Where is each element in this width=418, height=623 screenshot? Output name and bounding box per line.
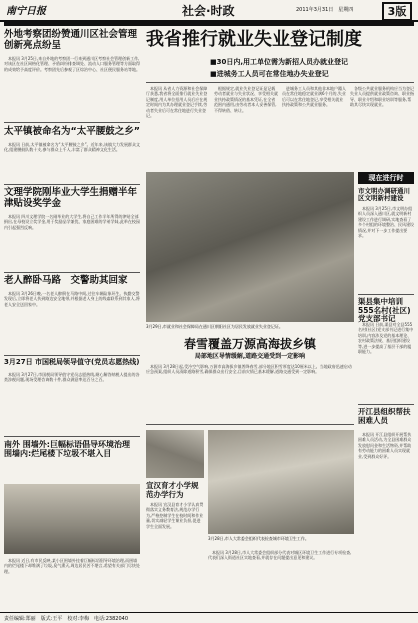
right-article-2-body: 本报讯 日前,渠县对全县555名村(社区)党支部书记进行集中培训,内容涉及党的基本理论、农村政策法规、基层组织建设等,进一步提高了基层干部的履职能力。	[358, 322, 414, 355]
top-rule	[4, 22, 414, 26]
inspection-body: 本报讯 3月28日,市人大常委会组织部分代表对城区环境卫生工作进行专项检查,代表们深入街道社区实地查看,并就存在问题提出意见和建议。	[208, 550, 352, 561]
building-photo	[4, 484, 140, 554]
page-number: 3版	[382, 2, 412, 21]
lead-body-col-1: 本报讯 从省人力资源和社会保障厅获悉,我省将全面推行就业失业登记制度,用人单位招用人员后应在规定时间内为其办理就业登记手续,劳动者失业后可在常住地进行失业登记。	[146, 86, 208, 119]
inspection-caption: 3月28日,市人大常委会组织代表检查城市环境卫生工作。	[208, 536, 309, 541]
right-divider-1	[358, 294, 414, 295]
left-article-2-body: 本报讯 日前,太平镇被命名为“太平腰鼓之乡”。近年来,该镇大力发展群众文化,组建腰鼓队数十支,参与群众上千人,丰富了群众精神文化生活。	[4, 142, 140, 153]
footer-text: 责任编辑:郑丽 版式:王平 校对:李梅 电话:2382040	[4, 616, 129, 622]
main-photo-caption: 3月29日,市就业和社会保障局在通川区朝阳社区为居民发放就业失业登记证。	[146, 324, 283, 329]
left-article-5-body: 本报讯 3月27日,市国税局领导值守党员志愿热线,耐心解答纳税人提出的各类涉税问题,现场受理咨询数十件,群众满意率达百分之百。	[4, 372, 140, 383]
left-article-6-title: 南外 围墙外:巨幅标语倡导环境治理 围墙内:烂尾楼下垃圾不堪入目	[4, 440, 138, 459]
left-article-3-title: 文理学院刚毕业大学生捐赠半年津贴设奖学金	[4, 187, 138, 209]
left-divider-2	[4, 184, 140, 185]
school-body: 本报讯 宣汉县育才小学认真贯彻落实义务教育法,规范办学行为,严格控制学生在校时间和作业量,切实减轻学生课业负担,促进学生全面发展。	[146, 502, 204, 529]
section-title: 社会·时政	[182, 4, 235, 18]
right-article-1-body: 本报讯 3月25日,市文明办组织人员深入通川区,就文明新村建设工作进行调研,实地查看了多个村组的环境整治、民风建设情况,并对下一步工作提出要求。	[358, 206, 414, 239]
lead-divider	[146, 82, 414, 83]
lead-body-col-3: 进城务工人员和其他非本地户籍人员在常住地稳定就业满6个月的,失业后可以在常住地登记,享受相关就业扶持政策和公共就业服务。	[282, 86, 346, 108]
lead-body-col-4: 各级公共就业服务机构应当为登记失业人员提供就业政策咨询、职业指导、职业介绍和职业培训等服务,帮助其尽快实现就业。	[350, 86, 414, 108]
right-article-1-title: 市文明办调研通川区文明新村建设	[358, 187, 410, 203]
left-article-6-body: 本报讯 近日,有市民反映,某小区围墙外挂着巨幅标语倡导环境治理,而围墙内的烂尾楼下却堆满了垃圾,臭气熏天,周边居民苦不堪言,希望有关部门尽快处理。	[4, 558, 140, 574]
lead-body-col-2: 根据规定,就业失业登记证是记载劳动者就业与失业状况、享受相关就业扶持政策情况的基本凭证,在全省范围内通用,由劳动者本人妥善保管,不得转借、转让。	[214, 86, 278, 113]
right-article-2-title: 渠县集中培训555名村(社区)党支部书记	[358, 297, 411, 324]
school-photo	[146, 430, 204, 478]
lead-headline: 我省推行就业失业登记制度	[146, 29, 362, 50]
inspection-photo	[208, 430, 354, 534]
spring-snow-body: 本报讯 3月28日起,受冷空气影响,万源市高海拔乡镇普降春雪,部分地区积雪厚度达10厘米以上。当地政府迅速启动应急预案,组织人员清除道路积雪,确保群众出行安全,目前灾情已基本缓解,道路交通受到一定影响。	[146, 364, 352, 375]
left-article-6-title-block	[4, 440, 140, 480]
page-footer	[0, 612, 418, 623]
mid-divider	[146, 424, 354, 425]
main-news-photo	[146, 172, 354, 322]
left-article-4-body: 本报讯 3月26日晚,一名老人醉倒在马路中间,过往车辆险象环生。执勤交警发现后,立即将老人扶到路边安全地带,并根据老人身上的线索联系到其家人,将老人安全送回家中。	[4, 291, 140, 307]
lead-subhead-1: ■30日内,用工单位需为新招人员办就业登记	[210, 58, 349, 66]
left-divider-4	[4, 355, 140, 356]
right-article-3-body: 本报讯 开江县组织开展帮扶困难人员活动,为全县困难群众发放慰问金和生活物资,并帮助有劳动能力的困难人员实现就业,受到群众好评。	[358, 432, 412, 459]
left-article-5-title: 3月27日 市国税局领导值守(党员志愿热线)	[4, 358, 140, 366]
left-article-3-body: 本报讯 四川文理学院一名刚毕业的大学生,将自己工作半年所得的津贴全部捐出,在母校设立奖学金,用于奖励品学兼优、家庭困难的学弟学妹,此举在校园内引起强烈反响。	[4, 214, 140, 230]
spring-snow-subtitle: 局部地区导情缓解,道路交通受到一定影响	[194, 353, 306, 360]
left-divider-5	[4, 436, 140, 437]
left-article-1-body: 本报讯 3月25日,来自外地的考察团一行来到通川区考察社会管理创新工作,对该区在社区网格化管理、矛盾纠纷排查调处、流动人口服务管理等方面取得的成效给予高度评价。考察团先后参观了区综治中心、社区便民服务站等地。	[4, 56, 140, 72]
right-divider-2	[358, 404, 414, 405]
column-tag: 现在进行时	[358, 172, 414, 184]
left-article-4-title: 老人醉卧马路 交警助其回家	[4, 275, 128, 286]
masthead: 南宁日报	[6, 6, 46, 17]
issue-date: 2011年3月31日 星期四	[296, 7, 354, 13]
left-divider-3	[4, 272, 140, 273]
spring-snow-title: 春雪覆盖万源高海拔乡镇	[183, 337, 316, 351]
school-title: 宣汉育才小学规范办学行为	[146, 481, 199, 499]
left-article-2-title: 太平镇被命名为“太平腰鼓之乡”	[4, 126, 140, 137]
right-article-3-title: 开江县组织帮扶困难人员	[358, 407, 411, 425]
left-article-1-title: 外地考察团纷赞通川区社会管理创新亮点纷呈	[4, 29, 138, 51]
lead-subhead-2: ■进城务工人员可在常住地办失业登记	[210, 70, 329, 78]
left-divider-1	[4, 122, 140, 123]
